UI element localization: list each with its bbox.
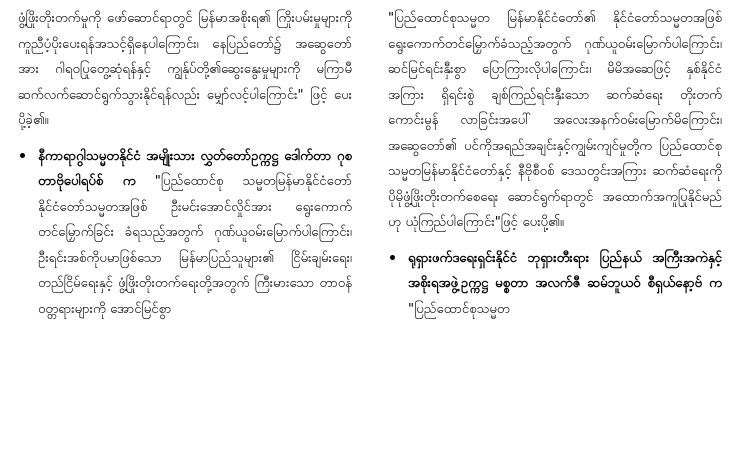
left-column xyxy=(18,6,352,460)
left-bullet-body: "ပြည်ထောင်စု သမ္မတမြန်မာနိုင်ငံတော် နိုင်ငံတော်သမ္မတအဖြစ် ဦးမင်းအောင်လှိုင်အား ရွေးကောက်တင်မြှောက်ခြင်း ခံရသည့်အတွက် ဂုဏ်ယူဝမ်းမြောက်ပါကြောင်း၊ ဦးရင်းအစ်ကိုပမာဖြစ်သော မြန်မာပြည်သူများ၏ ငြိမ်းချမ်းရေး၊ တည်ငြိမ်ရေးနှင့် ဖွံ့ဖြိုးတိုးတက်ရေးတို့အတွက် ကြီးမားသော တာဝန်ဝတ္တရားများကို အောင်မြင်စွာ xyxy=(38,174,352,317)
left-continued-paragraph: ဖွံ့ဖြိုးတိုးတက်မှုကို ဖော်ဆောင်ရာတွင် မြန်မာအစိုးရ၏ ကြိုးပမ်းမှုများကို ကူညီပံ့ပိုးပေးရန်အသင့်ရှိနေပါကြောင်း၊ နေပြည်တော်၌ အဆွေတော်အား ဂါရဝပြုတွေ့ဆုံရန်နှင့် ကျွန်ုပ်တို့၏ဆွေးနွေးမှုများကို မကြာမီ ဆက်လက်ဆောင်ရွက်သွားနိုင်ရန်လည်း မျှော်လင့်ပါကြောင်း" ဖြင့် ပေးပို့ခဲ့၏။ xyxy=(18,11,352,128)
bullet-dot-icon xyxy=(390,255,395,260)
right-bullet-item xyxy=(388,246,722,323)
left-bullet-text xyxy=(38,144,352,323)
left-bullet-item xyxy=(18,144,352,323)
left-bullet-lead: နီကာရာဂွါသမ္မတနိုင်ငံ အမျိုးသား လွှတ်တော်ဥက္ကဋ္ဌ ဒေါက်တာ ဂုစတာဗိုပေါရပ်စ် က xyxy=(38,148,352,189)
right-bullet-body: "ပြည်ထောင်စုသမ္မတ xyxy=(408,301,510,317)
right-continued-paragraph: "ပြည်ထောင်စုသမ္မတ မြန်မာနိုင်ငံတော်၏ နိုင်ငံတော်သမ္မတအဖြစ် ရွေးကောက်တင်မြှောက်ခံသည့်အတွက် ဂုဏ်ယူဝမ်းမြောက်ပါကြောင်း၊ ဆင်မြင်ရင်းနှီးစွာ ပြောကြားလိုပါကြောင်း၊ မိမိအဆေဖြင့် နှစ်နိုင်ငံအကြား ရှိရင်းစွဲ ချစ်ကြည်ရင်းနှီးသော ဆက်ဆံရေး တိုးတက်ကောင်းမွန် လာခြင်းအပေါ် အလေးအနက်ဝမ်းမြောက်မိကြောင်း၊ အဆွေတော်၏ ပင်ကိုအရည်အချင်းနှင့်ကျွမ်းကျင်မှုတို့က ပြည်ထောင်စုသမ္မတမြန်မာနိုင်ငံတော်နှင့် နီဗိုစီဝစ် ဒေသတွင်းအကြား ဆက်ဆံရေးကို ပိုမိုဖွံ့ဖြိုးတိုးတက်စေရေး ဆောင်ရွက်ရာတွင် အထောက်အကူပြုနိုင်မည်ဟု ယုံကြည်ပါကြောင်း"ဖြင့် ပေးပို့၏။ xyxy=(388,11,722,230)
right-bullet-text xyxy=(408,246,722,323)
bullet-dot-icon xyxy=(20,153,25,158)
right-column xyxy=(388,6,722,460)
two-column-layout xyxy=(18,6,732,460)
right-bullet-lead: ရုရှားဖက်ဒရေးရှင်းနိုင်ငံ ဘုရှားတီးရား ပြည်နယ် အကြီးအကဲနှင့် အစိုးရအဖွဲ့ဥက္ကဋ္ဌ မစ္စတာ အလက်ဇီ ဆမ်ဘူယဝ် စီရှယ်နော့ဗ် က xyxy=(408,250,722,291)
